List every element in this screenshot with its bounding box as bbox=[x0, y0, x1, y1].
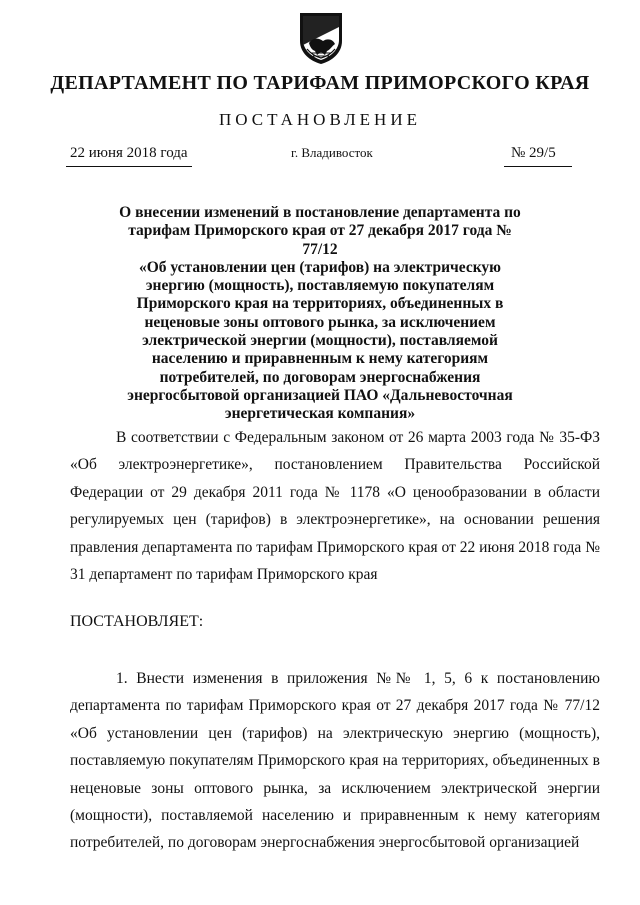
title-line: электрической энергии (мощности), поставляемой bbox=[142, 332, 498, 350]
document-date: 22 июня 2018 года bbox=[70, 145, 188, 161]
resolves-heading: ПОСТАНОВЛЯЕТ: bbox=[70, 613, 204, 630]
document-number: № 29/5 bbox=[511, 145, 556, 161]
title-line: потребителей, по договорам энергоснабжения bbox=[159, 368, 481, 386]
preamble-text: В соответствии с Федеральным законом от 26 марта 2003 года № 35-ФЗ «Об электроэнергетике», постановлением Правительства Российской Федерации от 29 декабря 2011 года № 1178 «О ценообразовании в области регулируемых цен (тарифов) в электроэнергетике», на основании решения правления департамента по тарифам Приморского края от 22 июня 2018 года № 31 департамент по тарифам Приморского края bbox=[70, 429, 600, 584]
item-1-text: 1. Внести изменения в приложения №№ 1, 5, 6 к постановлению департамента по тарифам Приморского края от 27 декабря 2017 года № 77/12 «Об установлении цен (тарифов) на электрическую энергию (мощность), поставляемую покупателям Приморского края на территориях, объединенных в неценовые зоны оптового рынка, за исключением электрической энергии (мощности), поставляемой населению и приравненным к нему категориям потребителей, по договорам энергоснабжения энергосбытовой организацией bbox=[70, 670, 600, 852]
title-line: неценовые зоны оптового рынка, за исключением bbox=[144, 313, 496, 331]
coat-of-arms-emblem bbox=[297, 11, 345, 65]
number-underline bbox=[504, 166, 572, 167]
preamble-paragraph bbox=[70, 424, 600, 588]
date-underline bbox=[66, 166, 192, 167]
item-1-paragraph bbox=[70, 665, 600, 857]
title-line: населению и приравненным к нему категориям bbox=[151, 350, 489, 368]
document-city: г. Владивосток bbox=[291, 145, 373, 160]
title-line: энергетическая компания» bbox=[224, 405, 416, 423]
title-line: энергию (мощность), поставляемую покупателям bbox=[145, 277, 495, 295]
title-line: «Об установлении цен (тарифов) на электрическую bbox=[138, 258, 502, 276]
document-title bbox=[110, 204, 530, 424]
title-line: тарифам Приморского края от 27 декабря 2017 года № 77/12 bbox=[128, 222, 512, 258]
title-line: О внесении изменений в постановление департамента по bbox=[119, 204, 521, 221]
document-type: ПОСТАНОВЛЕНИЕ bbox=[218, 110, 421, 129]
department-name: ДЕПАРТАМЕНТ ПО ТАРИФАМ ПРИМОРСКОГО КРАЯ bbox=[50, 72, 590, 94]
title-line: энергосбытовой организацией ПАО «Дальневосточная bbox=[127, 386, 513, 404]
title-line: Приморского края на территориях, объединенных в bbox=[136, 295, 504, 313]
